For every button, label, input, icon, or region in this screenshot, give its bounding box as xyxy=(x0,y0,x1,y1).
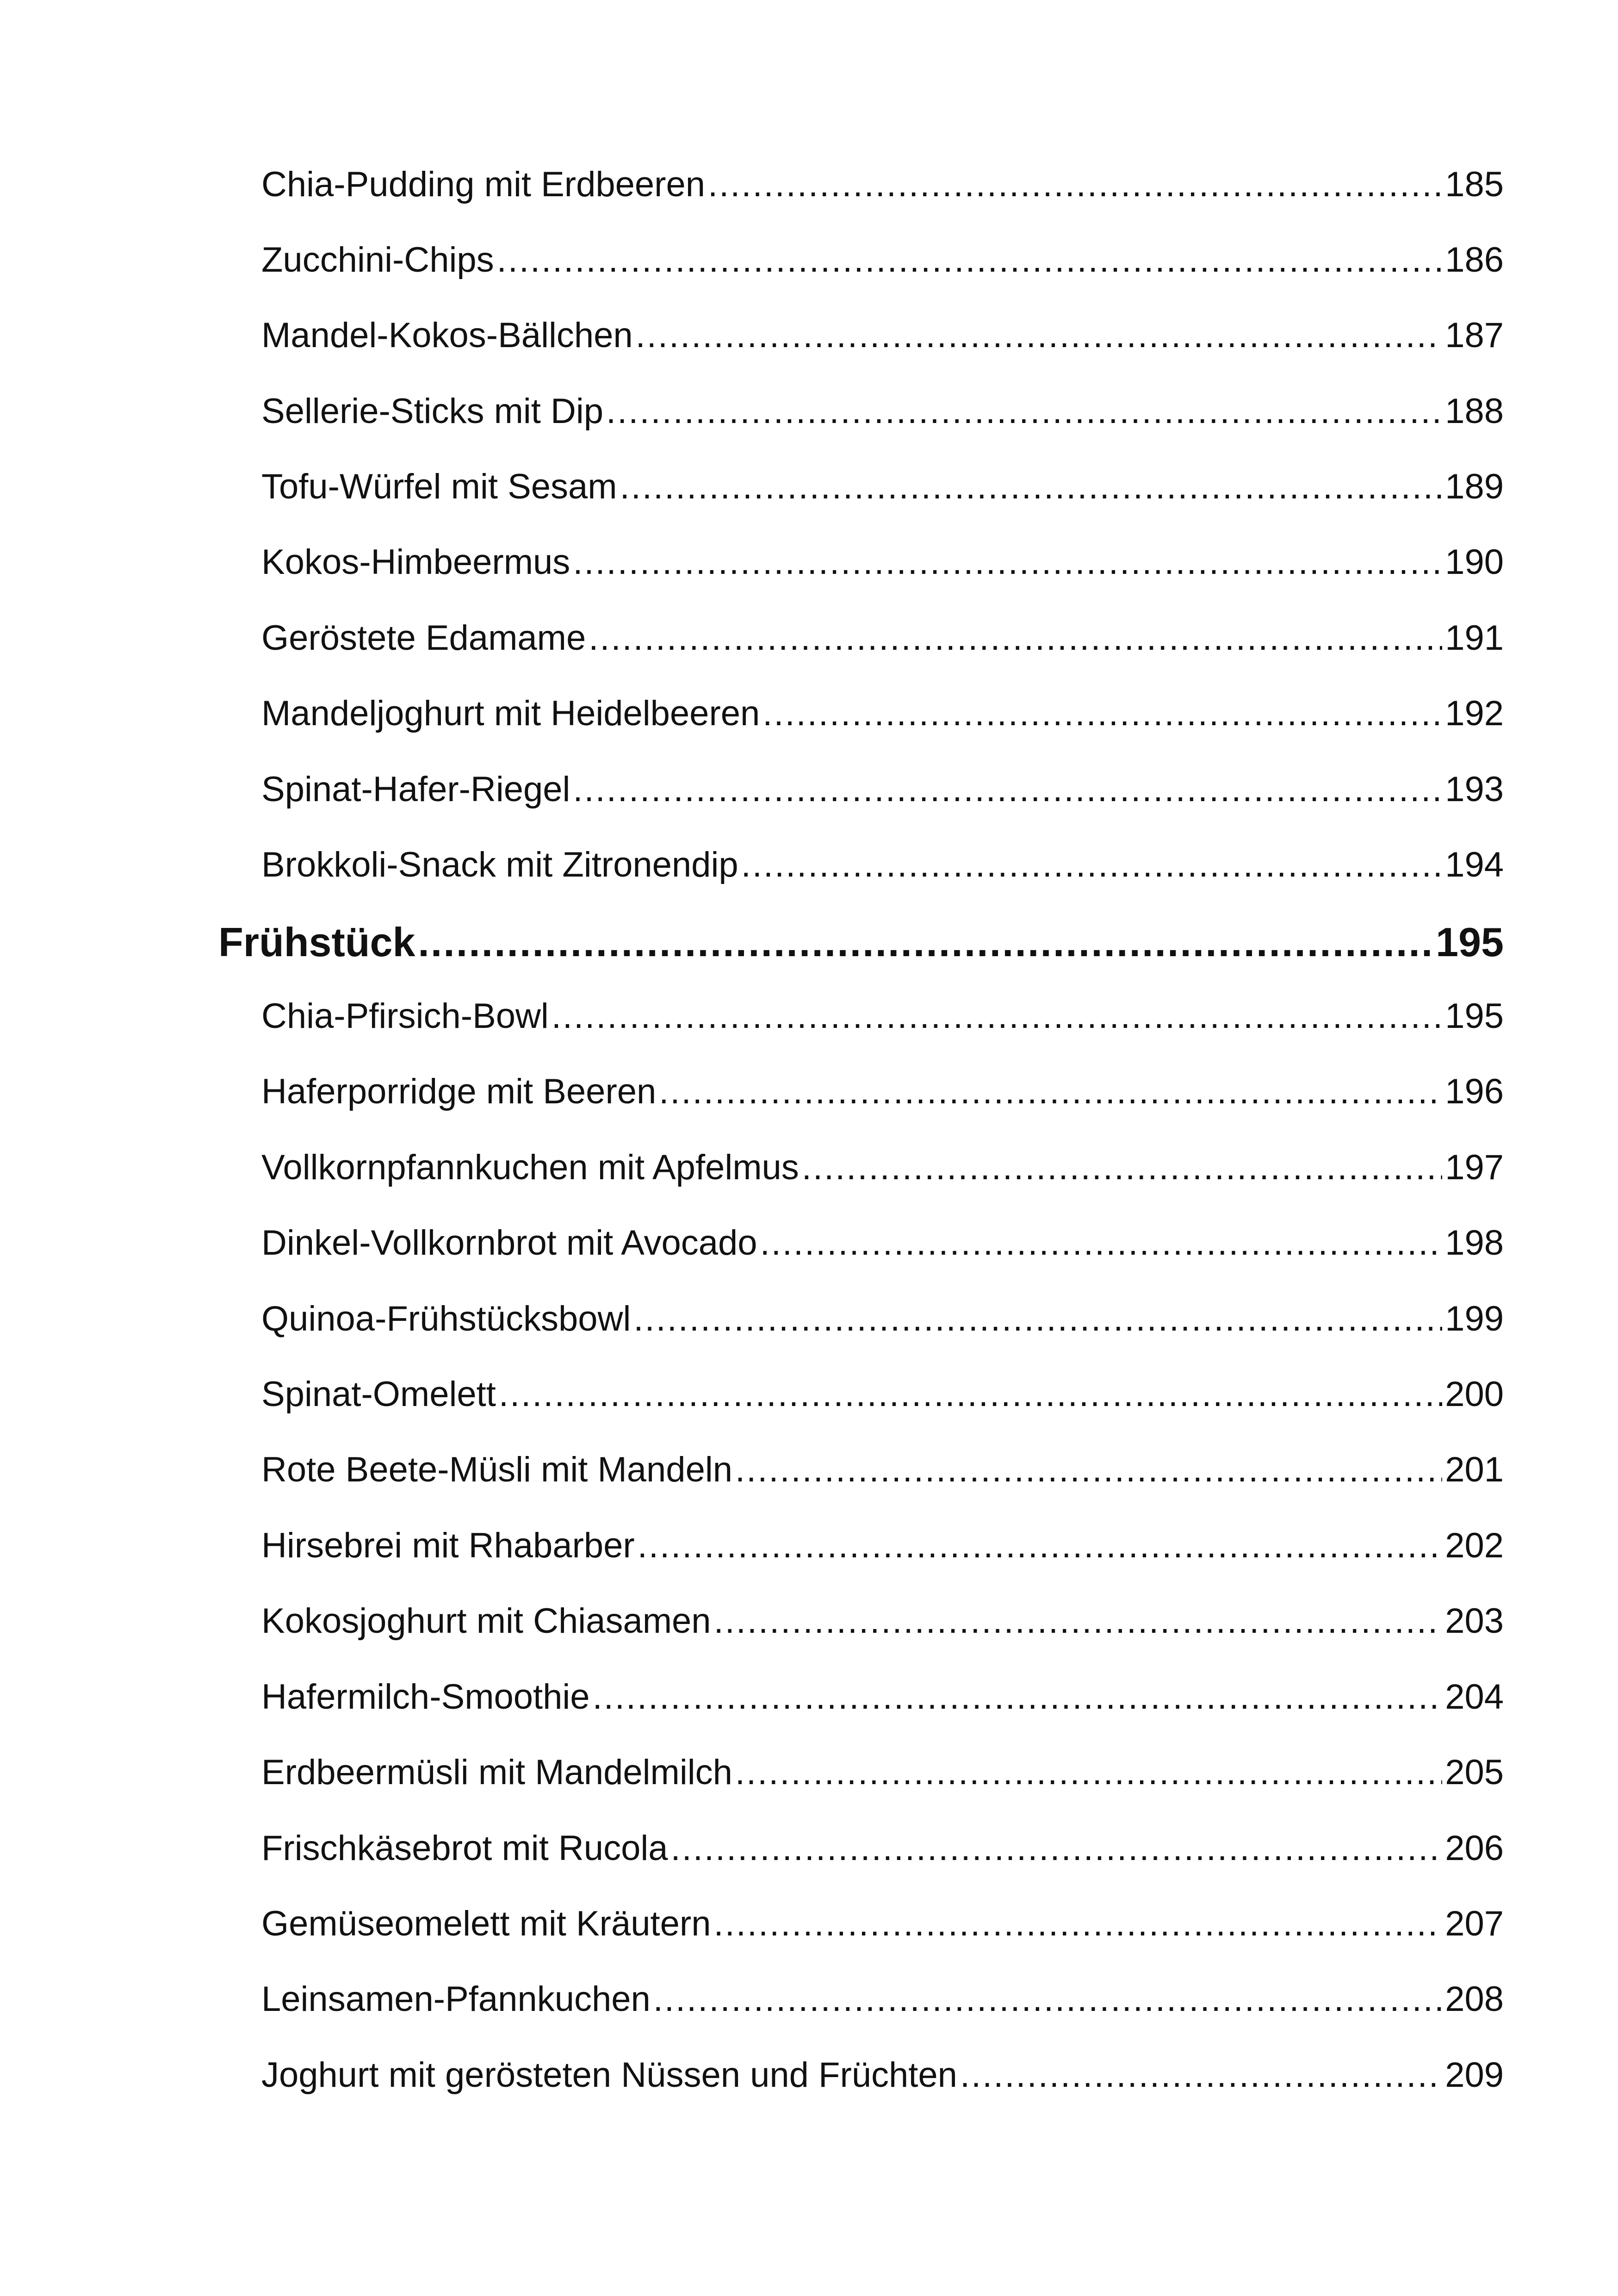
toc-entry-page: 205 xyxy=(1445,1753,1504,1792)
toc-entry-title: Zucchini-Chips xyxy=(261,240,494,280)
toc-entry-title: Mandel-Kokos-Bällchen xyxy=(261,316,633,355)
toc-entry-title: Gemüseomelett mit Kräutern xyxy=(261,1904,711,1943)
toc-entry[interactable] xyxy=(261,1147,1504,1188)
toc-entry[interactable] xyxy=(261,240,1504,280)
toc-entry[interactable] xyxy=(261,315,1504,355)
toc-entry-page: 202 xyxy=(1445,1526,1504,1565)
toc-entry-title: Chia-Pfirsich-Bowl xyxy=(261,996,549,1036)
toc-entry-title: Hafermilch-Smoothie xyxy=(261,1677,590,1717)
toc-entry-page: 187 xyxy=(1445,316,1504,355)
toc-entry-page: 188 xyxy=(1445,392,1504,431)
toc-entry[interactable] xyxy=(261,1525,1504,1566)
toc-entry-title: Vollkornpfannkuchen mit Apfelmus xyxy=(261,1148,799,1187)
toc-entry-page: 189 xyxy=(1445,467,1504,506)
toc-entry-title: Geröstete Edamame xyxy=(261,618,586,658)
dot-leader xyxy=(760,1223,1443,1263)
toc-section-heading[interactable] xyxy=(218,919,1504,966)
toc-entry-title: Spinat-Omelett xyxy=(261,1375,496,1414)
toc-entry-page: 208 xyxy=(1445,1979,1504,2019)
toc-entry-page: 194 xyxy=(1445,845,1504,884)
dot-leader xyxy=(714,1601,1443,1641)
toc-entry-title: Leinsamen-Pfannkuchen xyxy=(261,1979,651,2019)
dot-leader xyxy=(497,240,1443,280)
toc-entry-page: 199 xyxy=(1445,1299,1504,1338)
toc-entry-title: Chia-Pudding mit Erdbeeren xyxy=(261,165,705,204)
toc-entry[interactable] xyxy=(261,1979,1504,2019)
toc-entry-title: Erdbeermüsli mit Mandelmilch xyxy=(261,1753,732,1792)
toc-entry[interactable] xyxy=(261,2055,1504,2095)
toc-entry-page: 201 xyxy=(1445,1450,1504,1489)
dot-leader xyxy=(653,1979,1442,2019)
dot-leader xyxy=(573,769,1442,809)
toc-entry-page: 186 xyxy=(1445,240,1504,280)
dot-leader xyxy=(735,1752,1442,1792)
toc-entry-page: 203 xyxy=(1445,1601,1504,1641)
toc-entry-page: 204 xyxy=(1445,1677,1504,1717)
toc-entry-title: Spinat-Hafer-Riegel xyxy=(261,770,570,809)
dot-leader xyxy=(552,996,1442,1036)
dot-leader xyxy=(633,1299,1442,1339)
toc-entry[interactable] xyxy=(261,1071,1504,1112)
dot-leader xyxy=(960,2055,1442,2095)
toc-entry-page: 192 xyxy=(1445,694,1504,733)
toc-entry[interactable] xyxy=(261,996,1504,1036)
toc-entry-title: Brokkoli-Snack mit Zitronendip xyxy=(261,845,738,884)
dot-leader xyxy=(741,845,1443,885)
toc-entry[interactable] xyxy=(261,1677,1504,1717)
dot-leader xyxy=(589,618,1442,658)
toc-entry[interactable] xyxy=(261,164,1504,205)
toc-entry-page: 197 xyxy=(1445,1148,1504,1187)
dot-leader xyxy=(671,1828,1443,1868)
toc-entry-page: 191 xyxy=(1445,618,1504,658)
toc-entry[interactable] xyxy=(261,618,1504,658)
toc-entry-page: 185 xyxy=(1445,165,1504,204)
toc-section-page: 195 xyxy=(1436,919,1504,965)
dot-leader xyxy=(606,391,1442,431)
toc-entry-title: Kokos-Himbeermus xyxy=(261,542,570,582)
toc-entry-page: 193 xyxy=(1445,770,1504,809)
dot-leader xyxy=(659,1071,1442,1112)
toc-entry-title: Dinkel-Vollkornbrot mit Avocado xyxy=(261,1223,757,1263)
toc-entry-page: 207 xyxy=(1445,1904,1504,1943)
toc-entry-title: Frischkäsebrot mit Rucola xyxy=(261,1829,668,1868)
toc-entry[interactable] xyxy=(261,1450,1504,1490)
toc-entry[interactable] xyxy=(261,1828,1504,1868)
toc-entry-title: Kokosjoghurt mit Chiasamen xyxy=(261,1601,711,1641)
dot-leader xyxy=(708,164,1442,205)
toc-entry-page: 190 xyxy=(1445,542,1504,582)
toc-entry[interactable] xyxy=(261,769,1504,809)
toc-entry[interactable] xyxy=(261,1374,1504,1414)
dot-leader xyxy=(638,1525,1442,1566)
toc-entry[interactable] xyxy=(261,845,1504,885)
toc-entry[interactable] xyxy=(261,1904,1504,1944)
toc-entry-title: Quinoa-Frühstücksbowl xyxy=(261,1299,631,1338)
toc-entry-title: Mandeljoghurt mit Heidelbeeren xyxy=(261,694,760,733)
dot-leader xyxy=(593,1677,1443,1717)
toc-entry-page: 206 xyxy=(1445,1829,1504,1868)
toc-entry[interactable] xyxy=(261,1601,1504,1641)
toc-entry-page: 200 xyxy=(1445,1375,1504,1414)
toc-entry-title: Tofu-Würfel mit Sesam xyxy=(261,467,617,506)
toc-entry-title: Rote Beete-Müsli mit Mandeln xyxy=(261,1450,732,1489)
dot-leader xyxy=(418,919,1433,966)
toc-entry[interactable] xyxy=(261,391,1504,431)
toc-entry-page: 195 xyxy=(1445,996,1504,1036)
toc-entry[interactable] xyxy=(261,542,1504,582)
dot-leader xyxy=(714,1904,1443,1944)
dot-leader xyxy=(636,315,1443,355)
toc-entry-page: 198 xyxy=(1445,1223,1504,1263)
toc-entry-title: Sellerie-Sticks mit Dip xyxy=(261,392,604,431)
toc-entry-title: Joghurt mit gerösteten Nüssen und Früchten xyxy=(261,2055,957,2095)
toc-entry[interactable] xyxy=(261,1752,1504,1792)
toc-entry-title: Haferporridge mit Beeren xyxy=(261,1072,657,1111)
dot-leader xyxy=(763,693,1442,734)
dot-leader xyxy=(735,1450,1442,1490)
dot-leader xyxy=(620,467,1443,507)
toc-entry[interactable] xyxy=(261,693,1504,734)
toc-entry-page: 209 xyxy=(1445,2055,1504,2095)
toc-entry-page: 196 xyxy=(1445,1072,1504,1111)
toc-entry[interactable] xyxy=(261,467,1504,507)
dot-leader xyxy=(573,542,1442,582)
toc-entry[interactable] xyxy=(261,1223,1504,1263)
toc-entry-title: Hirsebrei mit Rhabarber xyxy=(261,1526,635,1565)
toc-section-title: Frühstück xyxy=(218,919,415,965)
dot-leader xyxy=(499,1374,1442,1414)
toc-entry[interactable] xyxy=(261,1299,1504,1339)
dot-leader xyxy=(802,1147,1442,1188)
